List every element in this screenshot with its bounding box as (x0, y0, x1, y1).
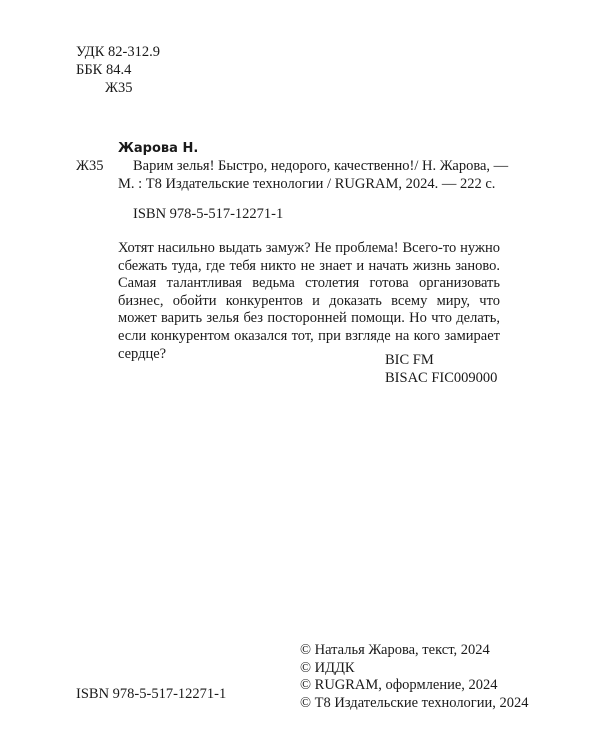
record-isbn: ISBN 978-5-517-12271-1 (133, 206, 284, 222)
author-sign-record: Ж35 (76, 158, 104, 174)
bbk-code: ББК 84.4 (76, 62, 132, 78)
copyright-line: © ИДДК (300, 659, 355, 676)
udk-code: УДК 82-312.9 (76, 44, 160, 60)
author-sign-top: Ж35 (105, 80, 133, 96)
footer-isbn: ISBN 978-5-517-12271-1 (76, 686, 227, 702)
annotation-text: Хотят насильно выдать замуж? Не проблема! Всего-то нужно сбежать туда, где тебя никто не знает и начать жизнь заново. Самая талантливая ведьма столетия готова организовать бизнес, обойти конкурентов и доказать всему миру, что может варить зелья без посторонней помощи. Но что делать, если конкурентом оказался тот, при взгляде на кого замирает сердце? (118, 240, 500, 362)
record-title-line1: Варим зелья! Быстро, недорого, качественно!/ Н. Жарова, — (133, 158, 509, 174)
copyright-line: © Т8 Издательские технологии, 2024 (300, 694, 529, 711)
bic-code: BIC FM (385, 352, 434, 368)
copyright-block (300, 642, 529, 712)
record-heading: Жарова Н. (118, 141, 199, 156)
record-title-line2: М. : Т8 Издательские технологии / RUGRAM, 2024. — 222 с. (118, 176, 496, 192)
bisac-code: BISAC FIC009000 (385, 370, 498, 386)
copyright-line: © RUGRAM, оформление, 2024 (300, 677, 498, 694)
copyright-line: © Наталья Жарова, текст, 2024 (300, 642, 490, 658)
